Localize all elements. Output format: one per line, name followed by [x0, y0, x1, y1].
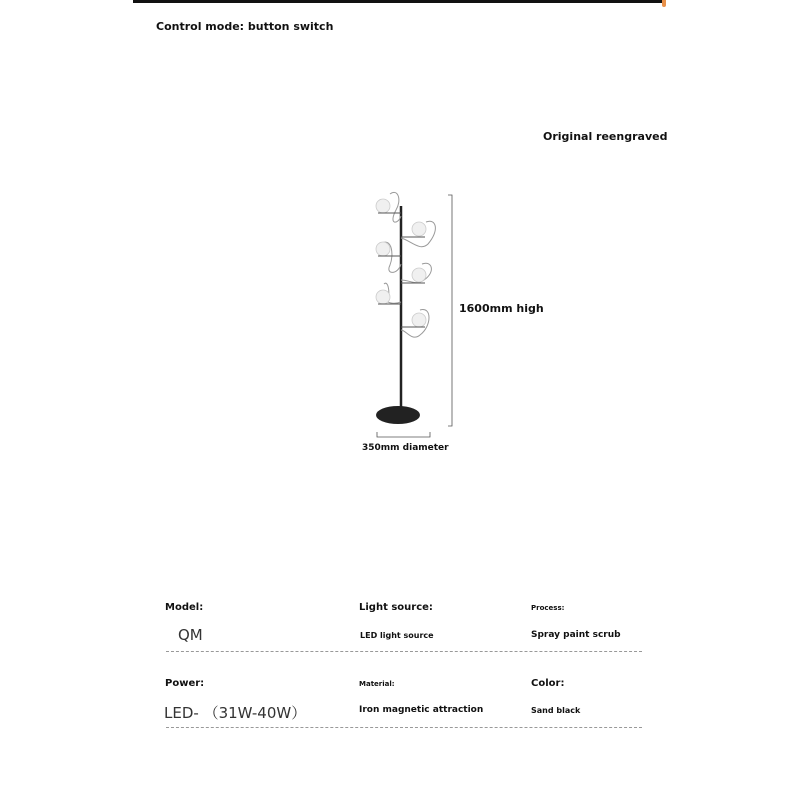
diameter-dimension: 350mm diameter: [362, 443, 449, 453]
material-value: Iron magnetic attraction: [359, 705, 484, 715]
light-source-value: LED light source: [360, 631, 434, 640]
model-label: Model:: [165, 602, 204, 613]
color-value: Sand black: [531, 706, 581, 715]
light-source-label: Light source:: [359, 602, 433, 613]
control-mode-text: Control mode: button switch: [156, 20, 334, 33]
material-label: Material:: [359, 680, 395, 688]
floor-lamp-image: [340, 180, 540, 450]
divider-1: [166, 651, 642, 652]
process-label: Process:: [531, 604, 565, 612]
color-label: Color:: [531, 678, 565, 689]
model-value: QM: [178, 626, 203, 644]
height-dimension: 1600mm high: [459, 302, 544, 315]
power-value: LED- （31W-40W）: [164, 704, 307, 722]
accent-marker: [662, 0, 666, 7]
original-label: Original reengraved: [543, 130, 668, 143]
top-divider: [133, 0, 663, 3]
process-value: Spray paint scrub: [531, 630, 621, 640]
divider-2: [166, 727, 642, 728]
power-label: Power:: [165, 678, 205, 689]
